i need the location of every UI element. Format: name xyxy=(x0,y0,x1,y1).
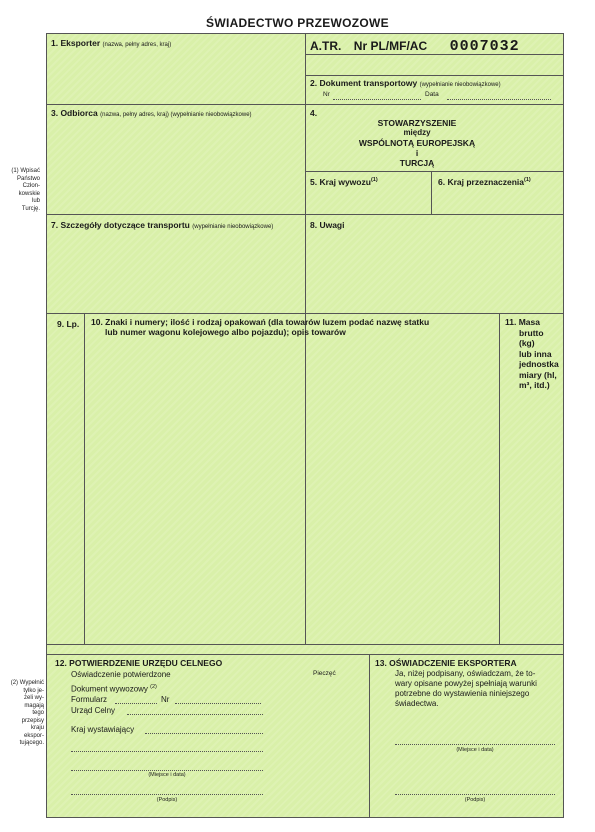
transport-doc-nr-field[interactable] xyxy=(333,99,421,100)
form-nr-label: Nr xyxy=(161,695,170,704)
gross-mass-line: brutto xyxy=(519,327,544,338)
divider xyxy=(84,313,85,644)
transport-doc-date-field[interactable] xyxy=(447,99,551,100)
transport-details-title: 7. Szczegóły dotyczące transportu xyxy=(51,220,190,230)
goods-description-line: 10. Znaki i numery; ilość i rodzaj opakowań (dla towarów luzem podać nazwę statku xyxy=(91,317,430,327)
side-note-2 xyxy=(4,680,44,748)
side-note-line: tującego. xyxy=(19,740,44,746)
box4-label: 4. xyxy=(310,108,318,118)
export-country-field[interactable] xyxy=(307,189,429,212)
side-note-line: (1) Wpisać xyxy=(11,168,40,174)
destination-country-field[interactable] xyxy=(433,189,561,212)
certificate-form xyxy=(46,33,564,818)
export-country-label xyxy=(310,177,378,187)
declaration-line: świadectwa. xyxy=(395,699,439,708)
side-note-line: ekspor- xyxy=(23,732,44,739)
side-note-line: Człon- xyxy=(22,183,40,189)
side-note-line: lub xyxy=(31,198,40,204)
divider xyxy=(305,54,563,55)
customs-place-date-caption: (Miejsce i data) xyxy=(148,772,186,778)
remarks-label: 8. Uwagi xyxy=(310,220,345,230)
form-nr-field[interactable] xyxy=(175,703,261,704)
association-line: i xyxy=(415,148,419,158)
divider xyxy=(369,654,370,817)
gross-mass-line: (kg) xyxy=(519,338,535,348)
divider xyxy=(47,654,563,655)
gross-mass-line: m³, itd.) xyxy=(519,380,550,390)
consignee-hint: (nazwa, pełny adres, kraj) (wypełnianie nieobowiązkowe) xyxy=(100,112,252,118)
divider xyxy=(47,214,563,215)
exporter-signature-field[interactable] xyxy=(395,794,555,795)
divider xyxy=(47,313,563,314)
exporter-label xyxy=(51,38,171,48)
export-country-sup: (1) xyxy=(370,177,378,184)
exporter-hint: (nazwa, pełny adres, kraj) xyxy=(102,42,172,48)
document-header xyxy=(310,37,560,53)
exporter-title: 1. Eksporter xyxy=(51,38,101,48)
goods-description-line: lub numer wagonu kolejowego albo pojazdu); opis towarów xyxy=(105,327,346,337)
serial-number: 0007032 xyxy=(449,38,520,55)
customs-office-label: Urząd Celny xyxy=(71,706,116,715)
side-note-line: kowskie xyxy=(18,190,40,197)
exporter-field[interactable] xyxy=(49,50,303,102)
side-note-line: kraju xyxy=(30,725,44,731)
customs-confirmed-text: Oświadczenie potwierdzone xyxy=(71,670,171,679)
customs-office-field[interactable] xyxy=(127,714,263,715)
side-note-line: (2) Wypełnić xyxy=(10,680,44,686)
item-number-field[interactable] xyxy=(49,331,83,642)
gross-mass-label xyxy=(505,317,561,391)
divider xyxy=(305,75,563,76)
goods-description-label xyxy=(91,317,429,337)
export-document-sup: (2) xyxy=(150,684,157,690)
customs-endorsement-label: 12. POTWIERDZENIE URZĘDU CELNEGO xyxy=(55,658,223,668)
export-document-label xyxy=(71,684,157,694)
exporter-place-date-caption: (Miejsce i data) xyxy=(456,747,494,753)
side-note-line: żeli wy- xyxy=(23,695,44,701)
divider xyxy=(47,644,563,645)
destination-country-sup: (1) xyxy=(523,177,531,184)
customs-place-date-field[interactable] xyxy=(71,770,263,771)
transport-details-label xyxy=(51,220,273,230)
divider xyxy=(431,171,432,214)
customs-extra-line[interactable] xyxy=(71,751,263,752)
side-note-line: Turcję. xyxy=(21,205,40,212)
issuing-country-field[interactable] xyxy=(145,733,263,734)
side-note-line: przepisy xyxy=(21,717,44,724)
goods-description-field[interactable] xyxy=(87,341,497,642)
export-country-title: 5. Kraj wywozu xyxy=(310,177,371,187)
side-note-line: Państwo xyxy=(16,175,40,182)
exporter-declaration-label: 13. OŚWIADCZENIE EKSPORTERA xyxy=(375,658,517,668)
atr-label: A.TR. xyxy=(310,39,342,53)
side-note-line: magają xyxy=(24,702,44,709)
consignee-title: 3. Odbiorca xyxy=(51,108,98,118)
declaration-line: wary opisane powyżej spełniają warunki xyxy=(395,679,537,688)
gross-mass-line: jednostka xyxy=(519,359,559,369)
transport-doc-date xyxy=(425,91,439,98)
exporter-signature-caption: (Podpis) xyxy=(464,797,486,803)
form-title: ŚWIADECTWO PRZEWOZOWE xyxy=(206,16,389,30)
destination-country-label xyxy=(438,177,531,187)
gross-mass-line: lub inna xyxy=(519,348,552,359)
association-line: między xyxy=(403,128,431,137)
customs-signature-field[interactable] xyxy=(71,794,263,795)
gross-mass-field[interactable] xyxy=(501,394,561,642)
item-number-label: 9. Lp. xyxy=(57,319,80,329)
association-line: STOWARZYSZENIE xyxy=(377,118,457,128)
gross-mass-line: miary (hl, xyxy=(519,369,557,380)
customs-signature-caption: (Podpis) xyxy=(156,797,178,803)
transport-details-field[interactable] xyxy=(49,232,303,311)
association-line: WSPÓLNOTĄ EUROPEJSKĄ xyxy=(358,138,476,148)
destination-country-title: 6. Kraj przeznaczenia xyxy=(438,177,524,187)
date-text: Data xyxy=(425,91,439,98)
divider xyxy=(47,104,563,105)
transport-doc-nr xyxy=(323,91,330,98)
export-document-text: Dokument wywozowy xyxy=(71,684,148,694)
side-note-1 xyxy=(4,168,40,213)
association-line: TURCJĄ xyxy=(399,158,435,168)
exporter-declaration-text xyxy=(395,669,561,709)
transport-doc-title: 2. Dokument transportowy xyxy=(310,78,418,88)
issuing-country-label: Kraj wystawiający xyxy=(71,725,135,734)
declaration-line: Ja, niżej podpisany, oświadczam, że to- xyxy=(395,669,536,678)
side-note-line: tylko je- xyxy=(23,687,44,694)
divider xyxy=(499,313,500,644)
transport-doc-hint: (wypełnianie nieobowiązkowe) xyxy=(419,82,501,88)
consignee-field[interactable] xyxy=(49,120,303,212)
consignee-label xyxy=(51,108,252,118)
nr-label: Nr PL/MF/AC xyxy=(353,39,428,53)
stamp-label: Pieczęć xyxy=(313,670,336,677)
gross-mass-line: 11. Masa xyxy=(505,317,540,327)
exporter-place-date-field[interactable] xyxy=(395,744,555,745)
side-note-line: tego xyxy=(32,710,44,716)
declaration-line: potrzebne do wystawienia niniejszego xyxy=(395,689,530,698)
divider xyxy=(305,171,563,172)
transport-doc-label xyxy=(310,78,501,88)
form-label: Formularz xyxy=(71,695,108,704)
nr-text: Nr xyxy=(323,91,330,98)
transport-details-hint: (wypełnianie nieobowiązkowe) xyxy=(192,224,274,230)
association-block xyxy=(327,118,507,168)
remarks-field[interactable] xyxy=(307,232,561,311)
form-type-field[interactable] xyxy=(115,703,157,704)
